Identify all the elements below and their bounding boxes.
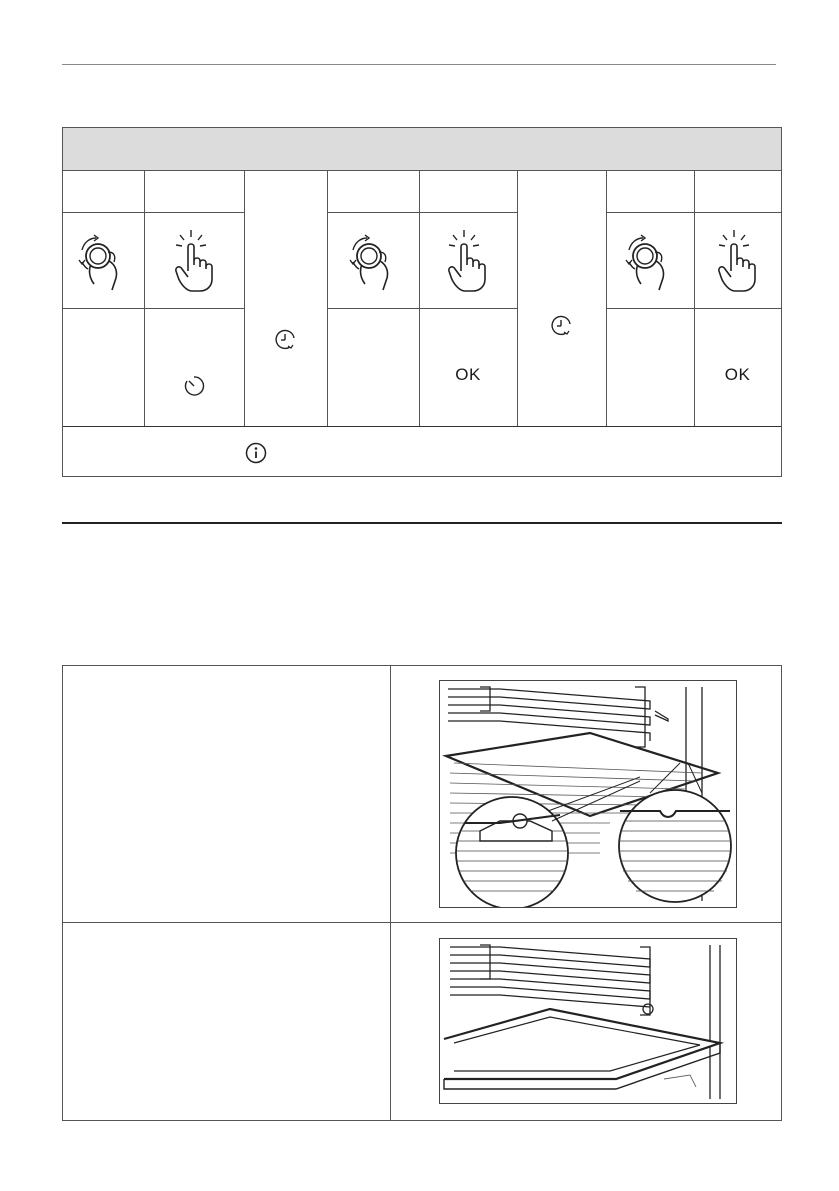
col-divider (144, 170, 145, 426)
row-divider (327, 308, 517, 309)
turn-knob-icon (609, 218, 691, 304)
col-divider (244, 170, 245, 426)
wire-shelf-illustration (439, 680, 737, 908)
row-divider (63, 308, 244, 309)
turn-knob-icon (67, 218, 139, 304)
duration-icon (547, 312, 577, 340)
col-divider (517, 170, 518, 426)
col-divider (606, 170, 607, 426)
row-divider (63, 212, 144, 213)
col-divider (327, 170, 328, 426)
tap-finger-icon (697, 218, 779, 304)
row-divider (63, 922, 781, 923)
row-divider (327, 212, 517, 213)
turn-knob-icon (333, 218, 415, 304)
tray-illustration (439, 938, 737, 1104)
col-divider (390, 666, 391, 1120)
table-header-row (63, 128, 781, 171)
ok-label: OK (455, 365, 481, 384)
col-divider (694, 170, 695, 426)
info-icon (243, 440, 269, 466)
tap-finger-icon (147, 218, 242, 304)
shelf-insertion-table (62, 665, 782, 1121)
footer-divider (63, 426, 781, 427)
page-top-rule (62, 64, 776, 65)
timer-icon (179, 373, 209, 399)
row-divider (144, 212, 244, 213)
timer-instructions-table (62, 127, 782, 477)
end-time-icon (271, 326, 301, 354)
ok-label: OK (724, 365, 751, 384)
col-divider (419, 170, 420, 426)
tap-finger-icon (422, 218, 514, 304)
section-divider (62, 522, 782, 524)
